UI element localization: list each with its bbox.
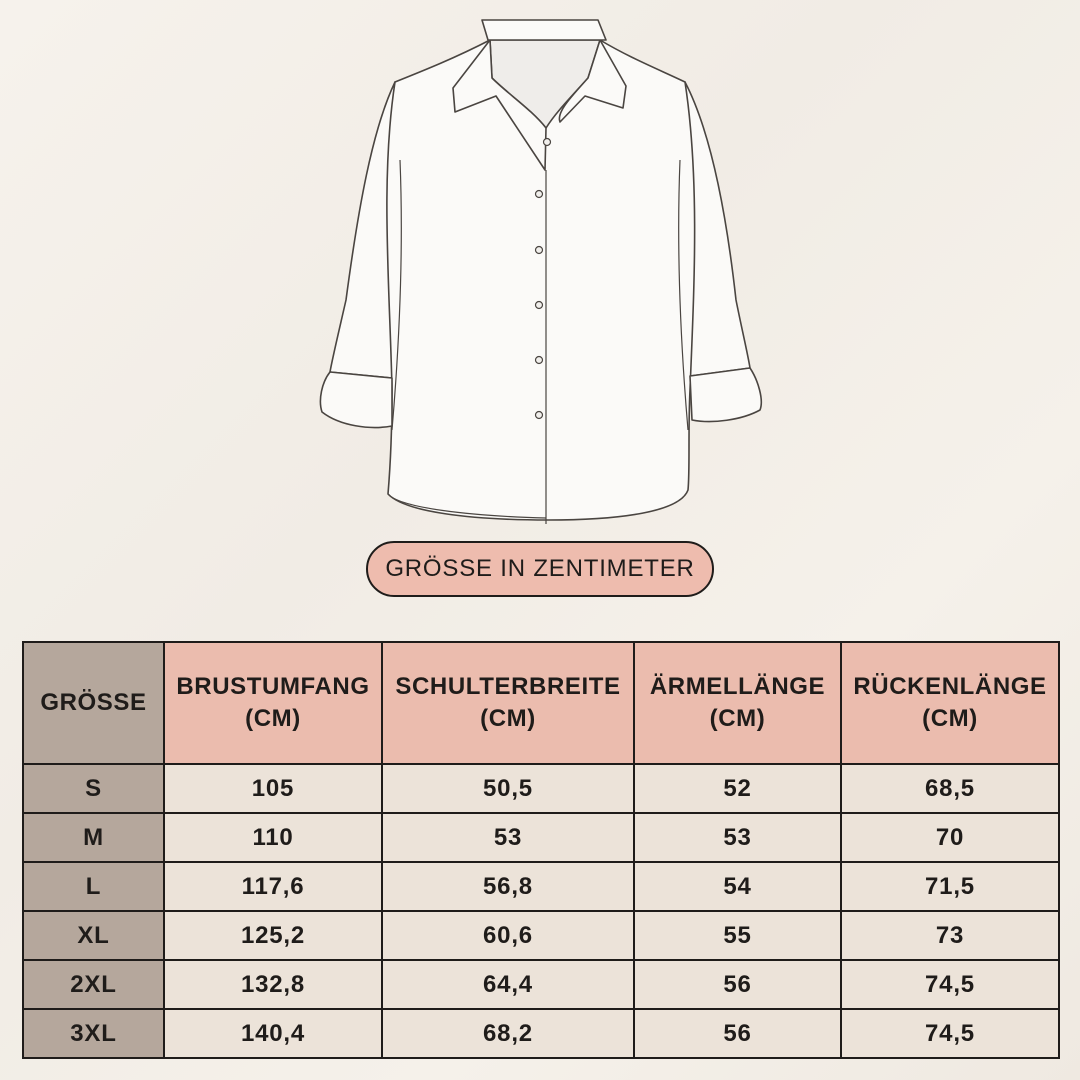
shoulder-cell: 53 — [382, 813, 634, 862]
shoulder-cell: 56,8 — [382, 862, 634, 911]
shoulder-cell: 64,4 — [382, 960, 634, 1009]
shoulder-cell: 50,5 — [382, 764, 634, 813]
size-cell: 3XL — [23, 1009, 164, 1058]
header-sleeve-label: ÄRMELLÄNGE — [649, 673, 826, 700]
header-size-label: GRÖSSE — [40, 689, 147, 716]
sleeve-cell: 52 — [634, 764, 841, 813]
table-row — [23, 960, 1059, 1009]
header-shoulder — [382, 642, 634, 764]
table-row — [23, 813, 1059, 862]
back-cell: 68,5 — [841, 764, 1059, 813]
header-sleeve — [634, 642, 841, 764]
back-cell: 71,5 — [841, 862, 1059, 911]
chest-cell: 125,2 — [164, 911, 382, 960]
sleeve-cell: 53 — [634, 813, 841, 862]
table-header-row — [23, 642, 1059, 764]
header-chest-unit: (CM) — [245, 705, 301, 732]
sleeve-cell: 54 — [634, 862, 841, 911]
back-cell: 74,5 — [841, 1009, 1059, 1058]
header-back-label: RÜCKENLÄNGE — [853, 673, 1047, 700]
header-size — [23, 642, 164, 764]
sleeve-cell: 56 — [634, 960, 841, 1009]
header-chest-label: BRUSTUMFANG — [176, 673, 370, 700]
table-row — [23, 1009, 1059, 1058]
size-table — [22, 641, 1060, 1059]
chest-cell: 132,8 — [164, 960, 382, 1009]
sleeve-cell: 56 — [634, 1009, 841, 1058]
size-cell: L — [23, 862, 164, 911]
chest-cell: 140,4 — [164, 1009, 382, 1058]
shoulder-cell: 68,2 — [382, 1009, 634, 1058]
header-shoulder-unit: (CM) — [480, 705, 536, 732]
size-cell: S — [23, 764, 164, 813]
size-unit-badge — [366, 541, 714, 597]
back-cell: 73 — [841, 911, 1059, 960]
size-cell: XL — [23, 911, 164, 960]
back-cell: 74,5 — [841, 960, 1059, 1009]
chest-cell: 117,6 — [164, 862, 382, 911]
header-sleeve-unit: (CM) — [709, 705, 766, 732]
chest-cell: 110 — [164, 813, 382, 862]
table-row — [23, 911, 1059, 960]
header-back-unit: (CM) — [922, 705, 978, 732]
shoulder-cell: 60,6 — [382, 911, 634, 960]
chest-cell: 105 — [164, 764, 382, 813]
sleeve-cell: 55 — [634, 911, 841, 960]
header-back — [841, 642, 1059, 764]
shirt-icon — [300, 0, 780, 540]
back-cell: 70 — [841, 813, 1059, 862]
size-cell: 2XL — [23, 960, 164, 1009]
size-cell: M — [23, 813, 164, 862]
size-unit-label: GRÖSSE IN ZENTIMETER — [385, 555, 695, 582]
header-chest — [164, 642, 382, 764]
header-shoulder-label: SCHULTERBREITE — [395, 673, 621, 700]
table-row — [23, 862, 1059, 911]
table-row — [23, 764, 1059, 813]
